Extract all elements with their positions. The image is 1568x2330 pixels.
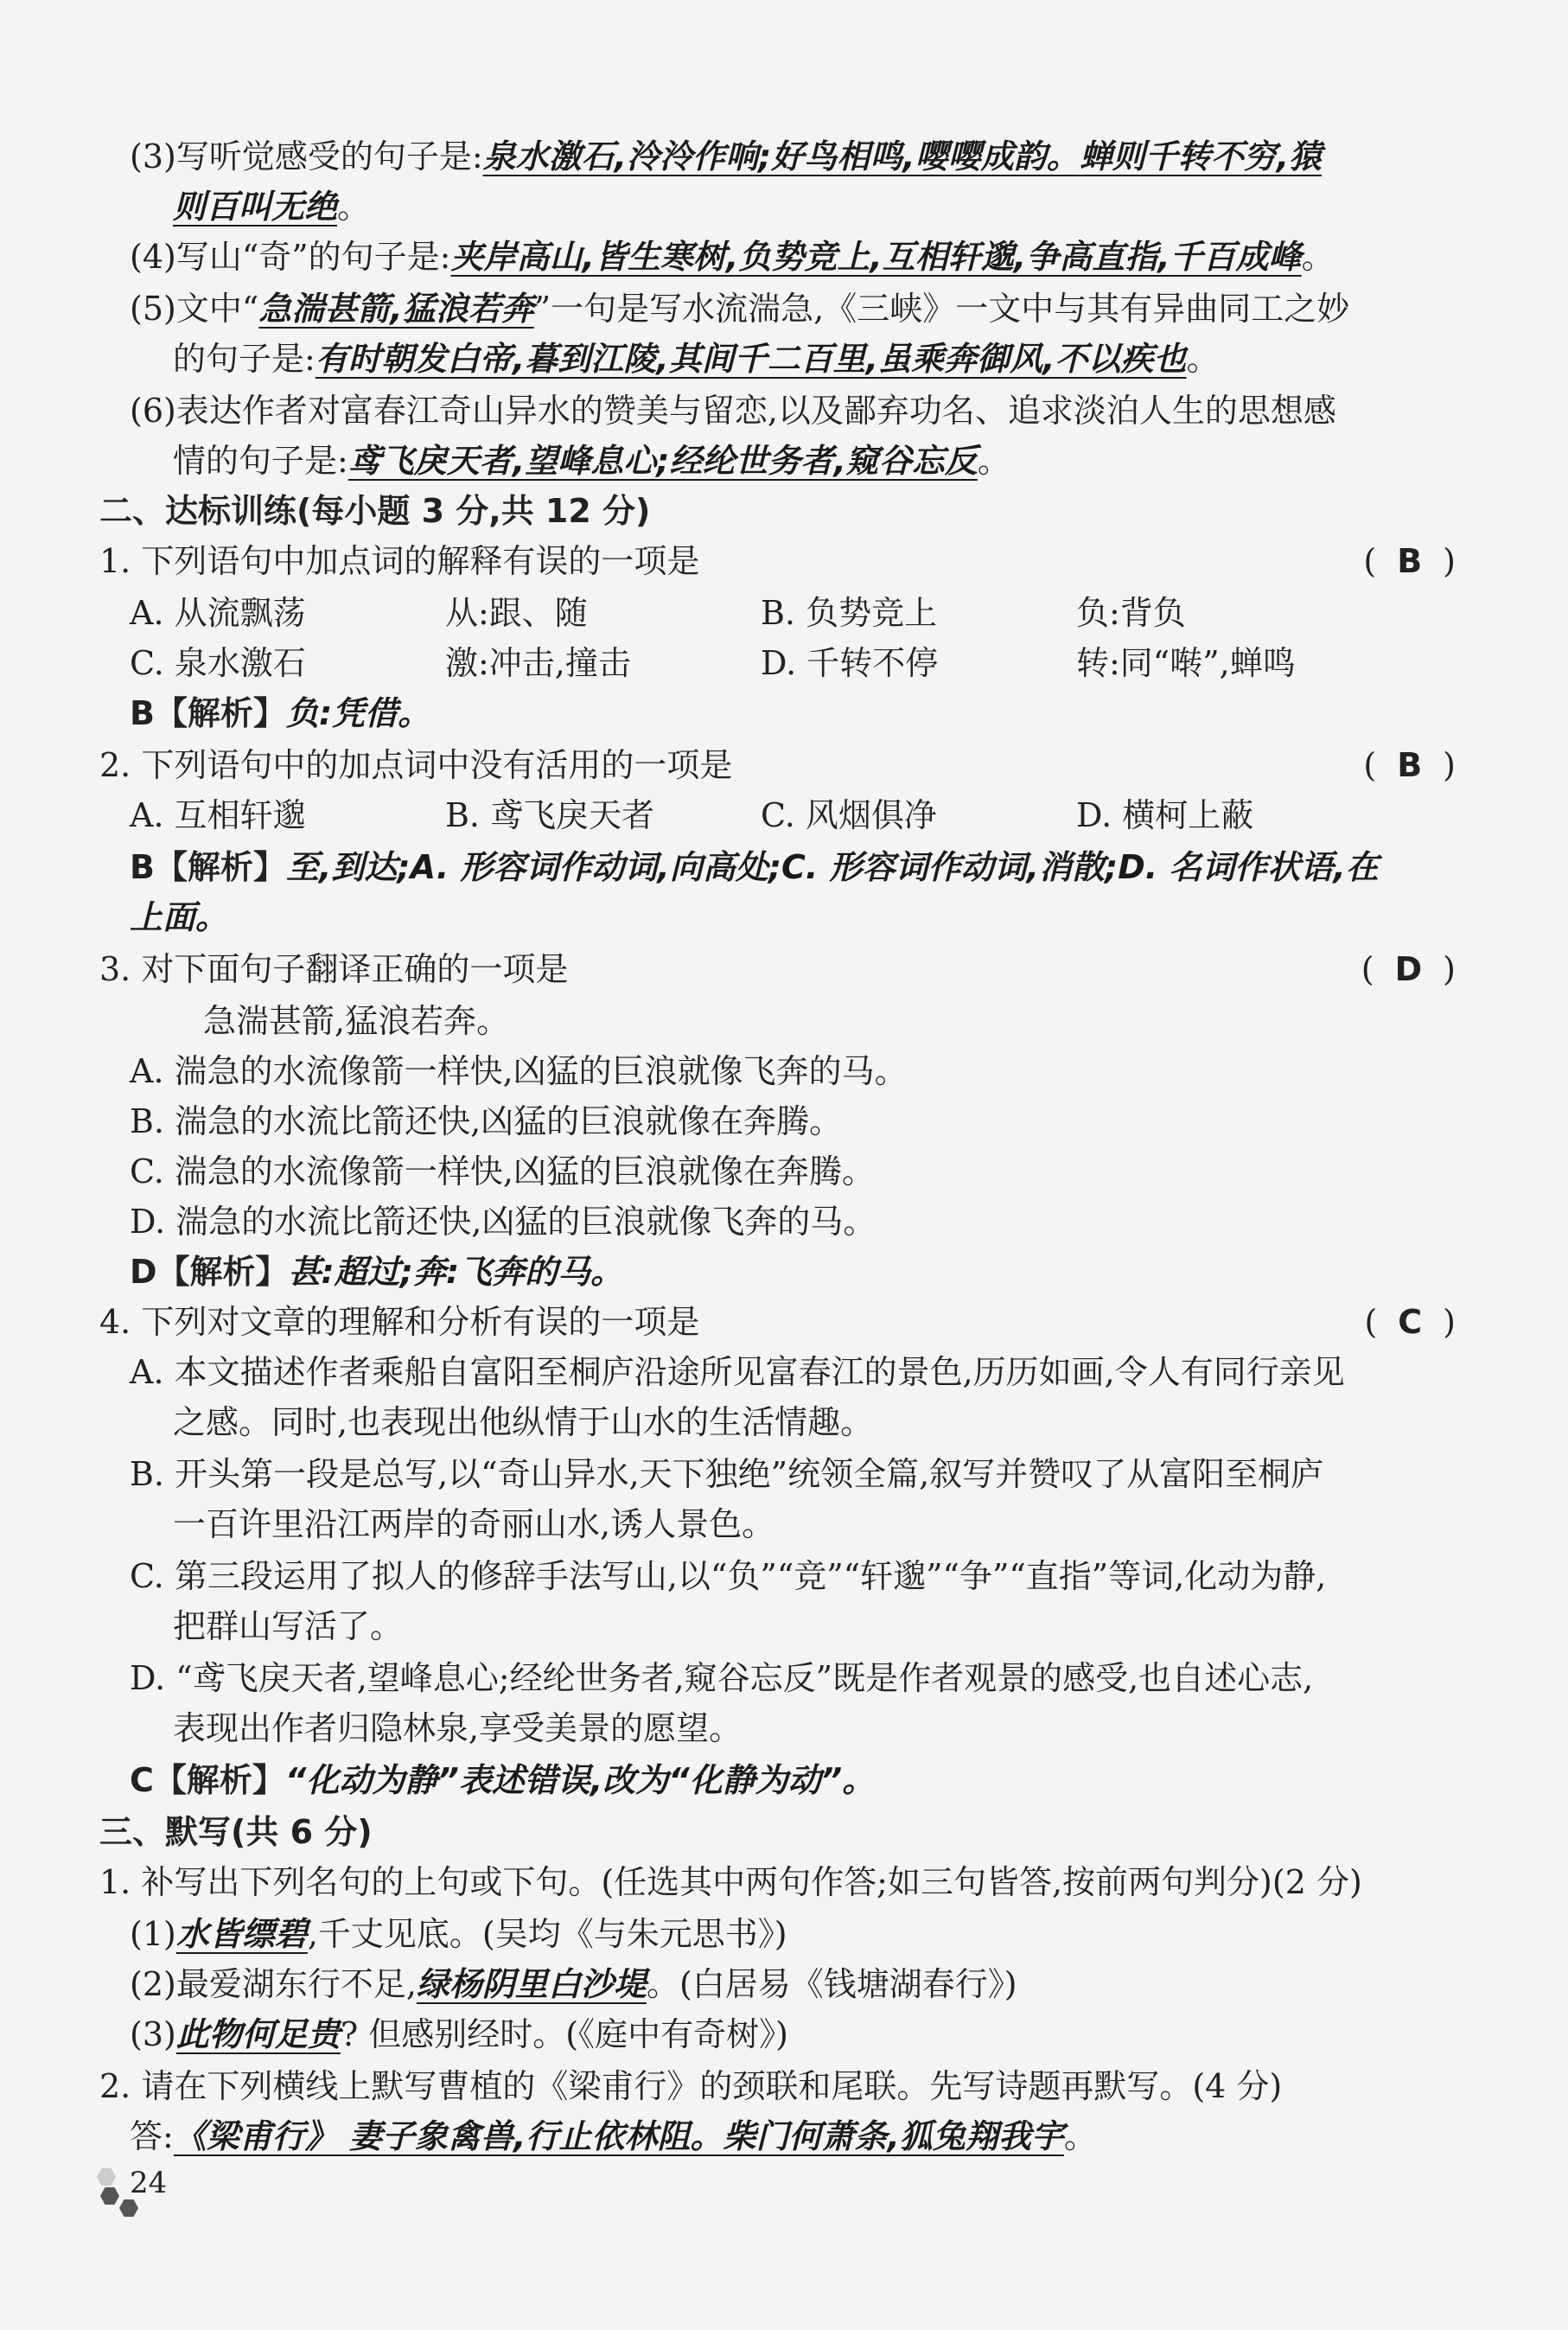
hex-decoration-icon	[119, 2199, 138, 2217]
item-3-line2: 则百叫无绝。	[173, 188, 371, 226]
s2-q1-answer: ( B )	[1363, 542, 1456, 580]
s2-q4-answer: ( C )	[1364, 1303, 1456, 1341]
s2-q1-stem: 1. 下列语句中加点词的解释有误的一项是	[99, 542, 700, 580]
s2-q2-answer: ( B )	[1363, 746, 1456, 784]
s2-q4-option-a-line2: 之感。同时,也表现出他纵情于山水的生活情趣。	[173, 1403, 874, 1441]
s3-q2-stem: 2. 请在下列横线上默写曹植的《梁甫行》的颈联和尾联。先写诗题再默写。(4 分)	[99, 2067, 1283, 2105]
s3-q1-item3: (3)此物何足贵? 但感别经时。(《庭中有奇树》)	[130, 2015, 788, 2053]
item-5-line1: (5)文中“急湍甚箭,猛浪若奔”一句是写水流湍急,《三峡》一文中与其有异曲同工之妙	[130, 290, 1350, 328]
s2-q1-options-row1: A. 从流飘荡 从:跟、随 B. 负势竞上 负:背负	[130, 594, 1186, 632]
item-6-line2: 情的句子是:鸢飞戾天者,望峰息心;经纶世务者,窥谷忘反。	[173, 442, 1010, 480]
s2-q4-option-d-line2: 表现出作者归隐林泉,享受美景的愿望。	[173, 1709, 743, 1747]
s2-q3-analysis: D【解析】甚:超过;奔:飞奔的马。	[130, 1253, 624, 1291]
s3-q1-item1: (1)水皆缥碧,千丈见底。(吴均《与朱元思书》)	[130, 1915, 787, 1953]
s2-q3-stem: 3. 对下面句子翻译正确的一项是	[99, 950, 569, 988]
s3-q2-answer: 答:《梁甫行》 妻子象禽兽,行止依林阻。柴门何萧条,狐兔翔我宇。	[130, 2117, 1097, 2155]
hex-decoration-icon	[100, 2187, 119, 2205]
s2-q4-option-b-line1: B. 开头第一段是总写,以“奇山异水,天下独绝”统领全篇,叙写并赞叹了从富阳至桐庐	[130, 1455, 1324, 1493]
item-5-line2: 的句子是:有时朝发白帝,暮到江陵,其间千二百里,虽乘奔御风,不以疾也。	[173, 340, 1220, 378]
s2-q1-analysis: B【解析】负:凭借。	[130, 694, 431, 732]
item-4-line: (4)写山“奇”的句子是:夹岸高山,皆生寒树,负势竞上,互相轩邈,争高直指,千百成峰。	[130, 238, 1335, 276]
s2-q4-option-c-line1: C. 第三段运用了拟人的修辞手法写山,以“负”“竞”“轩邈”“争”“直指”等词,化动为静,	[130, 1557, 1327, 1595]
s2-q2-stem: 2. 下列语句中的加点词中没有活用的一项是	[99, 746, 733, 784]
item-6-line1: (6)表达作者对富春江奇山异水的赞美与留恋,以及鄙弃功名、追求淡泊人生的思想感	[130, 392, 1336, 430]
page-number: 24	[130, 2166, 168, 2200]
s2-q3-option-d: D. 湍急的水流比箭还快,凶猛的巨浪就像飞奔的马。	[130, 1203, 876, 1241]
s2-q3-option-b: B. 湍急的水流比箭还快,凶猛的巨浪就像在奔腾。	[130, 1102, 843, 1140]
s2-q4-option-d-line1: D. “鸢飞戾天者,望峰息心;经纶世务者,窥谷忘反”既是作者观景的感受,也自述心志,	[130, 1659, 1314, 1697]
s2-q3-answer: ( D )	[1361, 950, 1456, 988]
item-3-line1: (3)写听觉感受的句子是:泉水激石,泠泠作响;好鸟相鸣,嘤嘤成韵。蝉则千转不穷,猿	[130, 137, 1323, 176]
s2-q1-options-row2: C. 泉水激石 激:冲击,撞击 D. 千转不停 转:同“啭”,蝉鸣	[130, 644, 1296, 682]
s2-q2-analysis-line1: B【解析】至,到达;A. 形容词作动词,向高处;C. 形容词作动词,消散;D. 名词作状语,在	[130, 848, 1379, 886]
s2-q3-option-a: A. 湍急的水流像箭一样快,凶猛的巨浪就像飞奔的马。	[130, 1052, 908, 1090]
s2-q2-options: A. 互相轩邈 B. 鸢飞戾天者 C. 风烟俱净 D. 横柯上蔽	[130, 796, 1254, 834]
s2-q4-option-a-line1: A. 本文描述作者乘船自富阳至桐庐沿途所见富春江的景色,历历如画,令人有同行亲见	[130, 1353, 1345, 1391]
s3-q1-item2: (2)最爱湖东行不足,绿杨阴里白沙堤。(白居易《钱塘湖春行》)	[130, 1965, 1017, 2003]
s2-q4-analysis: C【解析】“化动为静”表述错误,改为“化静为动”。	[130, 1761, 876, 1799]
s3-q1-stem: 1. 补写出下列名句的上句或下句。(任选其中两句作答;如三句皆答,按前两句判分)(2 分)	[99, 1863, 1362, 1901]
s2-q4-option-c-line2: 把群山写活了。	[173, 1607, 404, 1645]
s2-q4-stem: 4. 下列对文章的理解和分析有误的一项是	[99, 1303, 700, 1341]
s2-q4-option-b-line2: 一百许里沿江两岸的奇丽山水,诱人景色。	[173, 1505, 775, 1543]
s2-q3-option-c: C. 湍急的水流像箭一样快,凶猛的巨浪就像在奔腾。	[130, 1152, 875, 1191]
s2-q3-sentence: 急湍甚箭,猛浪若奔。	[203, 1002, 510, 1040]
hex-decoration-icon	[97, 2168, 116, 2186]
s2-q2-analysis-line2: 上面。	[130, 898, 229, 936]
section-2-title: 二、达标训练(每小题 3 分,共 12 分)	[99, 492, 651, 530]
section-3-title: 三、默写(共 6 分)	[99, 1813, 373, 1851]
